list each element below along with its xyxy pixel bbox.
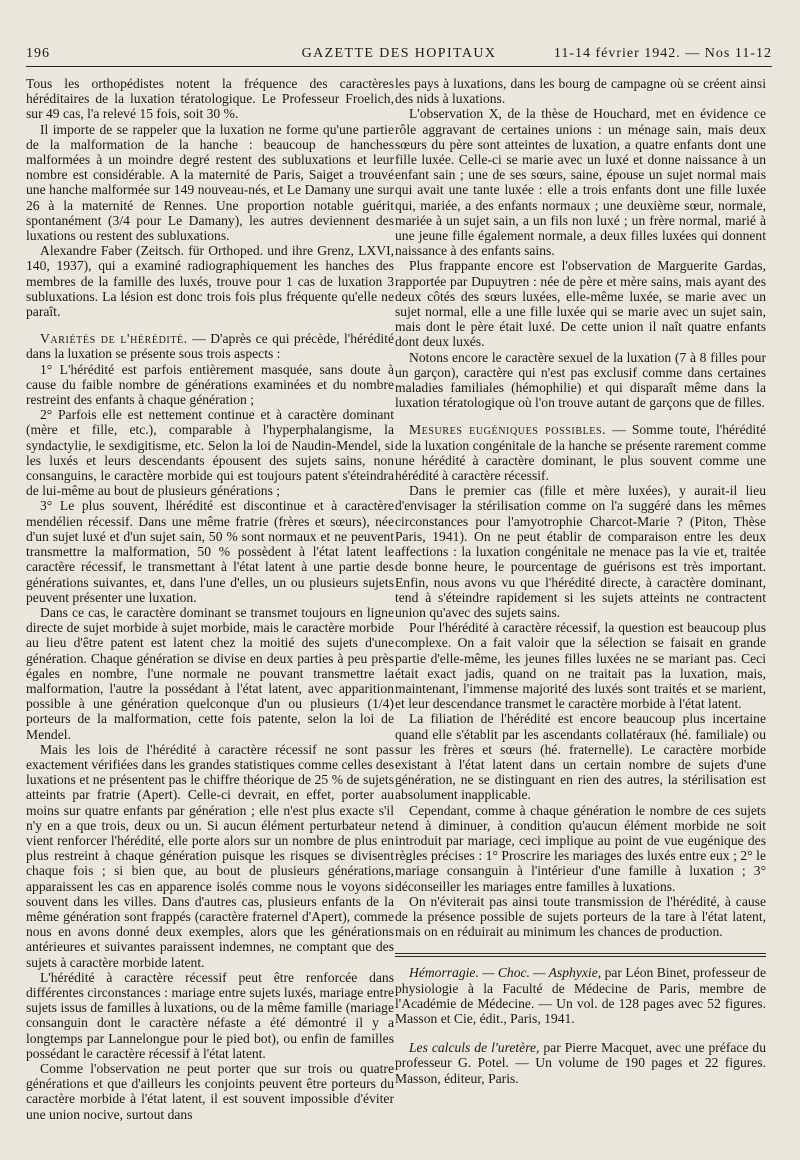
- journal-title: GAZETTE DES HOPITAUX: [301, 46, 497, 61]
- paragraph: Comme l'observation ne peut porter que sur trois ou quatre générations et que d'ailleurs les conjoints peuvent être porteurs du caractère morbide à l'état latent, il est souvent impossible d'éviter une union nocive, surtout dans: [26, 1061, 394, 1122]
- section-text: — Somme toute, l'hérédité de la luxation congénitale de la hanche se présente rarement comme une hérédité à caractère dominant, le plus souvent comme une hérédité à caractère récessif.: [395, 422, 766, 484]
- book-notice: [395, 1040, 766, 1086]
- paragraph: La filiation de l'hérédité est encore beaucoup plus incertaine quand elle s'établit par les ascendants collatéraux (hé. familiale) ou sur les frères et sœurs (hé. fraternelle). Le caractère morbide existant à l'état latent dans un certain nombre de sujets d'une génération, ne se distinguant en rien des autres, la stérilisation est absolument inapplicable.: [395, 711, 766, 803]
- issue-date: 11-14 février 1942. — Nos 11-12: [553, 46, 772, 61]
- page-number: 196: [26, 46, 50, 61]
- paragraph: 2° Parfois elle est nettement continue et à caractère dominant (mère et fille, etc.), comparable à l'hyperphalangisme, la syndactylie, le sexdigitisme, etc. Selon la loi de Naudin-Mendel, si les luxés et leurs descendants épousent des sujets sains, non consanguins, le caractère morbide qui est toujours patent s'éteindra de lui-même au bout de plusieurs générations ;: [26, 407, 394, 499]
- paragraph: Il importe de se rappeler que la luxation ne forme qu'une partie de la malformation de la hanche : beaucoup de hanches malformées à un moindre degré restent des subluxations et leur nombre est considérable. A la maternité de Paris, Saiget a trouvé une hanche malformée sur 149 nouveau-nés, et Le Damany une sur 26 à la maternité de Rennes. Une proportion notable guérit spontanément (3/4 pour Le Damany), les autres deviennent des luxations ou restent des subluxations.: [26, 121, 394, 244]
- paragraph: Tous les orthopédistes notent la fréquence des caractères héréditaires de la luxation tératologique. Le Professeur Froelich, sur 49 cas, l'a relevé 15 fois, soit 30 %.: [26, 76, 394, 122]
- section-paragraph: [395, 422, 766, 483]
- section-heading: Mesures eugéniques possibles.: [409, 422, 607, 438]
- paragraph: Notons encore le caractère sexuel de la luxation (7 à 8 filles pour un garçon), caractère qui n'est pas exclusif comme dans certaines maladies familiales (hémophilie) et qui disparaît même dans la luxation tératologique où l'on trouve autant de garçons que de filles.: [395, 349, 766, 411]
- right-column: [395, 76, 766, 1100]
- left-column: [26, 76, 394, 1122]
- paragraph: Plus frappante encore est l'observation de Marguerite Gardas, rapportée par Dupuytren : née de père et mère sains, mais ayant des deux côtés des sœurs luxées, elle-même luxée, se marie avec un sujet normal, elle a une fille luxée qui se marie avec un sujet sain, mais dont le père était luxé. De cette union il naît quatre enfants dont deux luxés.: [395, 258, 766, 350]
- section-paragraph: [26, 331, 394, 361]
- paragraph: Alexandre Faber (Zeitsch. für Orthoped. und ihre Grenz, LXVI, 140, 1937), qui a examiné radiographiquement les hanches des membres de la famille des luxés, trouve pour 1 cas de luxation 3 subluxations. La lésion est donc trois fois plus fréquente qu'elle ne paraît.: [26, 243, 394, 320]
- book-title: Les calculs de l'uretère,: [409, 1040, 540, 1056]
- section-heading: Variétés de l'hérédité.: [40, 331, 188, 347]
- paragraph: Cependant, comme à chaque génération le nombre de ces sujets tend à diminuer, à condition qu'aucun élément morbide ne soit introduit par mariage, ceci implique au point de vue eugénique des règles précises : 1° Proscrire les mariages des luxés entre eux ; 2° le mariage consanguin à l'intérieur d'une famille à luxation ; 3° déconseiller les mariages entre familles à luxations.: [395, 802, 766, 894]
- section-text: — D'après ce qui précède, l'hérédité dans la luxation se présente sous trois aspects :: [26, 331, 394, 362]
- paragraph: Dans le premier cas (fille et mère luxées), y aurait-il lieu d'envisager la stérilisation comme on l'a suggéré dans les mêmes circonstances pour l'amyotrophie Charcot-Marie ? (Piton, Thèse Paris, 1941). On ne peut établir de comparaison entre les deux affections : la luxation congénitale ne menace pas la vie et, traitée de bonne heure, le pourcentage de guérisons est très important. Enfin, nous avons vu que l'hérédité directe, à caractère dominant, tend à s'éteindre rapidement si les sujets atteints ne contractent union qu'avec des sujets sains.: [395, 483, 766, 620]
- paragraph: 3° Le plus souvent, lhérédité est discontinue et à caractère mendélien récessif. Dans une même fratrie (frères et sœurs), née d'un sujet luxé et d'un sujet sain, 50 % sont normaux et ne peuvent transmettre la malformation, 50 % possèdent à l'état latent le caractère récessif, le transmettant à l'état latent à une partie des générations suivantes, et, dans l'une d'elles, un ou plusieurs sujets peuvent présenter une luxation.: [26, 498, 394, 605]
- paragraph: On n'éviterait pas ainsi toute transmission de l'hérédité, à cause de la présence possible de sujets porteurs de la tare à l'état latent, mais on en réduirait au minimum les chances de production.: [395, 893, 766, 940]
- section-divider: [395, 953, 766, 957]
- book-details: par Léon Binet, professeur de physiologie à la Faculté de Médecine de Paris, membre de l'Académie de Médecine. — Un vol. de 128 pages avec 52 figures. Masson et Cie, édit., Paris, 1941.: [395, 965, 766, 1026]
- book-details: par Pierre Macquet, avec une préface du professeur G. Potel. — Un volume de 190 pages et 22 figures. Masson, éditeur, Paris.: [395, 1040, 766, 1086]
- book-title: Hémorragie. — Choc. — Asphyxie,: [409, 965, 602, 981]
- paragraph: L'hérédité à caractère récessif peut être renforcée dans différentes circonstances : mariage entre sujets luxés, mariage entre sujets issus de familles à luxations, ou de la même famille (mariage consanguin dont le caractère néfaste a été démontré il y a longtemps par Lannelongue pour le pied bot), ou enfin de familles possédant le caractère récessif à l'état latent.: [26, 969, 394, 1061]
- paragraph: Pour l'hérédité à caractère récessif, la question est beaucoup plus complexe. On a fait valoir que la sélection se faisait en grande partie d'elle-même, les jeunes filles luxées ne se mariant pas. Ceci était exact jadis, quand on ne traitait pas la luxation, mais, maintenant, l'immense majorité des luxés sont traités et se marient, et leur descendance transmet le caractère morbide à l'état latent.: [395, 620, 766, 712]
- book-notice: [395, 965, 766, 1026]
- paragraph: Dans ce cas, le caractère dominant se transmet toujours en ligne directe de sujet morbide à sujet morbide, mais le caractère morbide au lieu d'être patent est latent chez la moitié des sujets d'une génération. Chaque génération se divise en deux parties à peu près égales en nombre, l'une normale ne pouvant transmettre la malformation, l'autre la possédant à l'état latent, avec apparition possible à une génération quelconque d'un ou plusieurs (1/4) porteurs de la malformation, cette fois patente, selon la loi de Mendel.: [26, 604, 394, 742]
- book-notices: [395, 965, 766, 1085]
- paragraph: 1° L'hérédité est parfois entièrement masquée, sans doute à cause du faible nombre de générations examinées et du nombre restreint des enfants à chaque génération ;: [26, 361, 394, 408]
- paragraph: les pays à luxations, dans les bourg de campagne où se créent ainsi des nids à luxations.: [395, 76, 766, 107]
- paragraph: L'observation X, de la thèse de Houchard, met en évidence ce rôle aggravant de certaines unions : un ménage sain, mais deux sœurs du père sont atteintes de luxation, a quatre enfants dont une fille luxée. Celle-ci se marie avec un luxé et donne naissance à un enfant sain ; une de ses sœurs, saine, épouse un sujet normal mais qui avait une tante luxée : elle a trois enfants dont une fille luxée qui, mariée, a des enfants normaux ; une deuxième sœur, normale, mariée à un sujet sain, a un fils non luxé ; un frère normal, marié à une jeune fille également normale, a deux filles luxées qui donnent naissance à des enfants sains.: [395, 106, 766, 259]
- running-header: [26, 44, 772, 67]
- paragraph: Mais les lois de l'hérédité à caractère récessif ne sont pas exactement vérifiées dans les grandes statistiques comme celles des luxations et ne présentent pas le chiffre théorique de 25 % de sujets atteints par fratrie (Apert). Celle-ci devrait, en effet, porter au moins sur quatre enfants par génération ; elle n'est plus exacte s'il n'y en a que trois, deux ou un. Si aucun élément perturbateur ne vient renforcer l'hérédité, elle porte alors sur un nombre de plus en plus restreint à chaque génération puisque les risques se divisent chaque fois ; si bien que, au bout de plusieurs générations, apparaissent les cas en apparence isolés comme nous le voyons si souvent dans les villes. Dans d'autres cas, plusieurs enfants de la même génération sont frappés (caractère fraternel d'Apert), comme nous en avons donné deux exemples, alors que les générations antérieures et suivantes paraissent indemnes, ne comptant que des sujets à caractère morbide latent.: [26, 741, 394, 970]
